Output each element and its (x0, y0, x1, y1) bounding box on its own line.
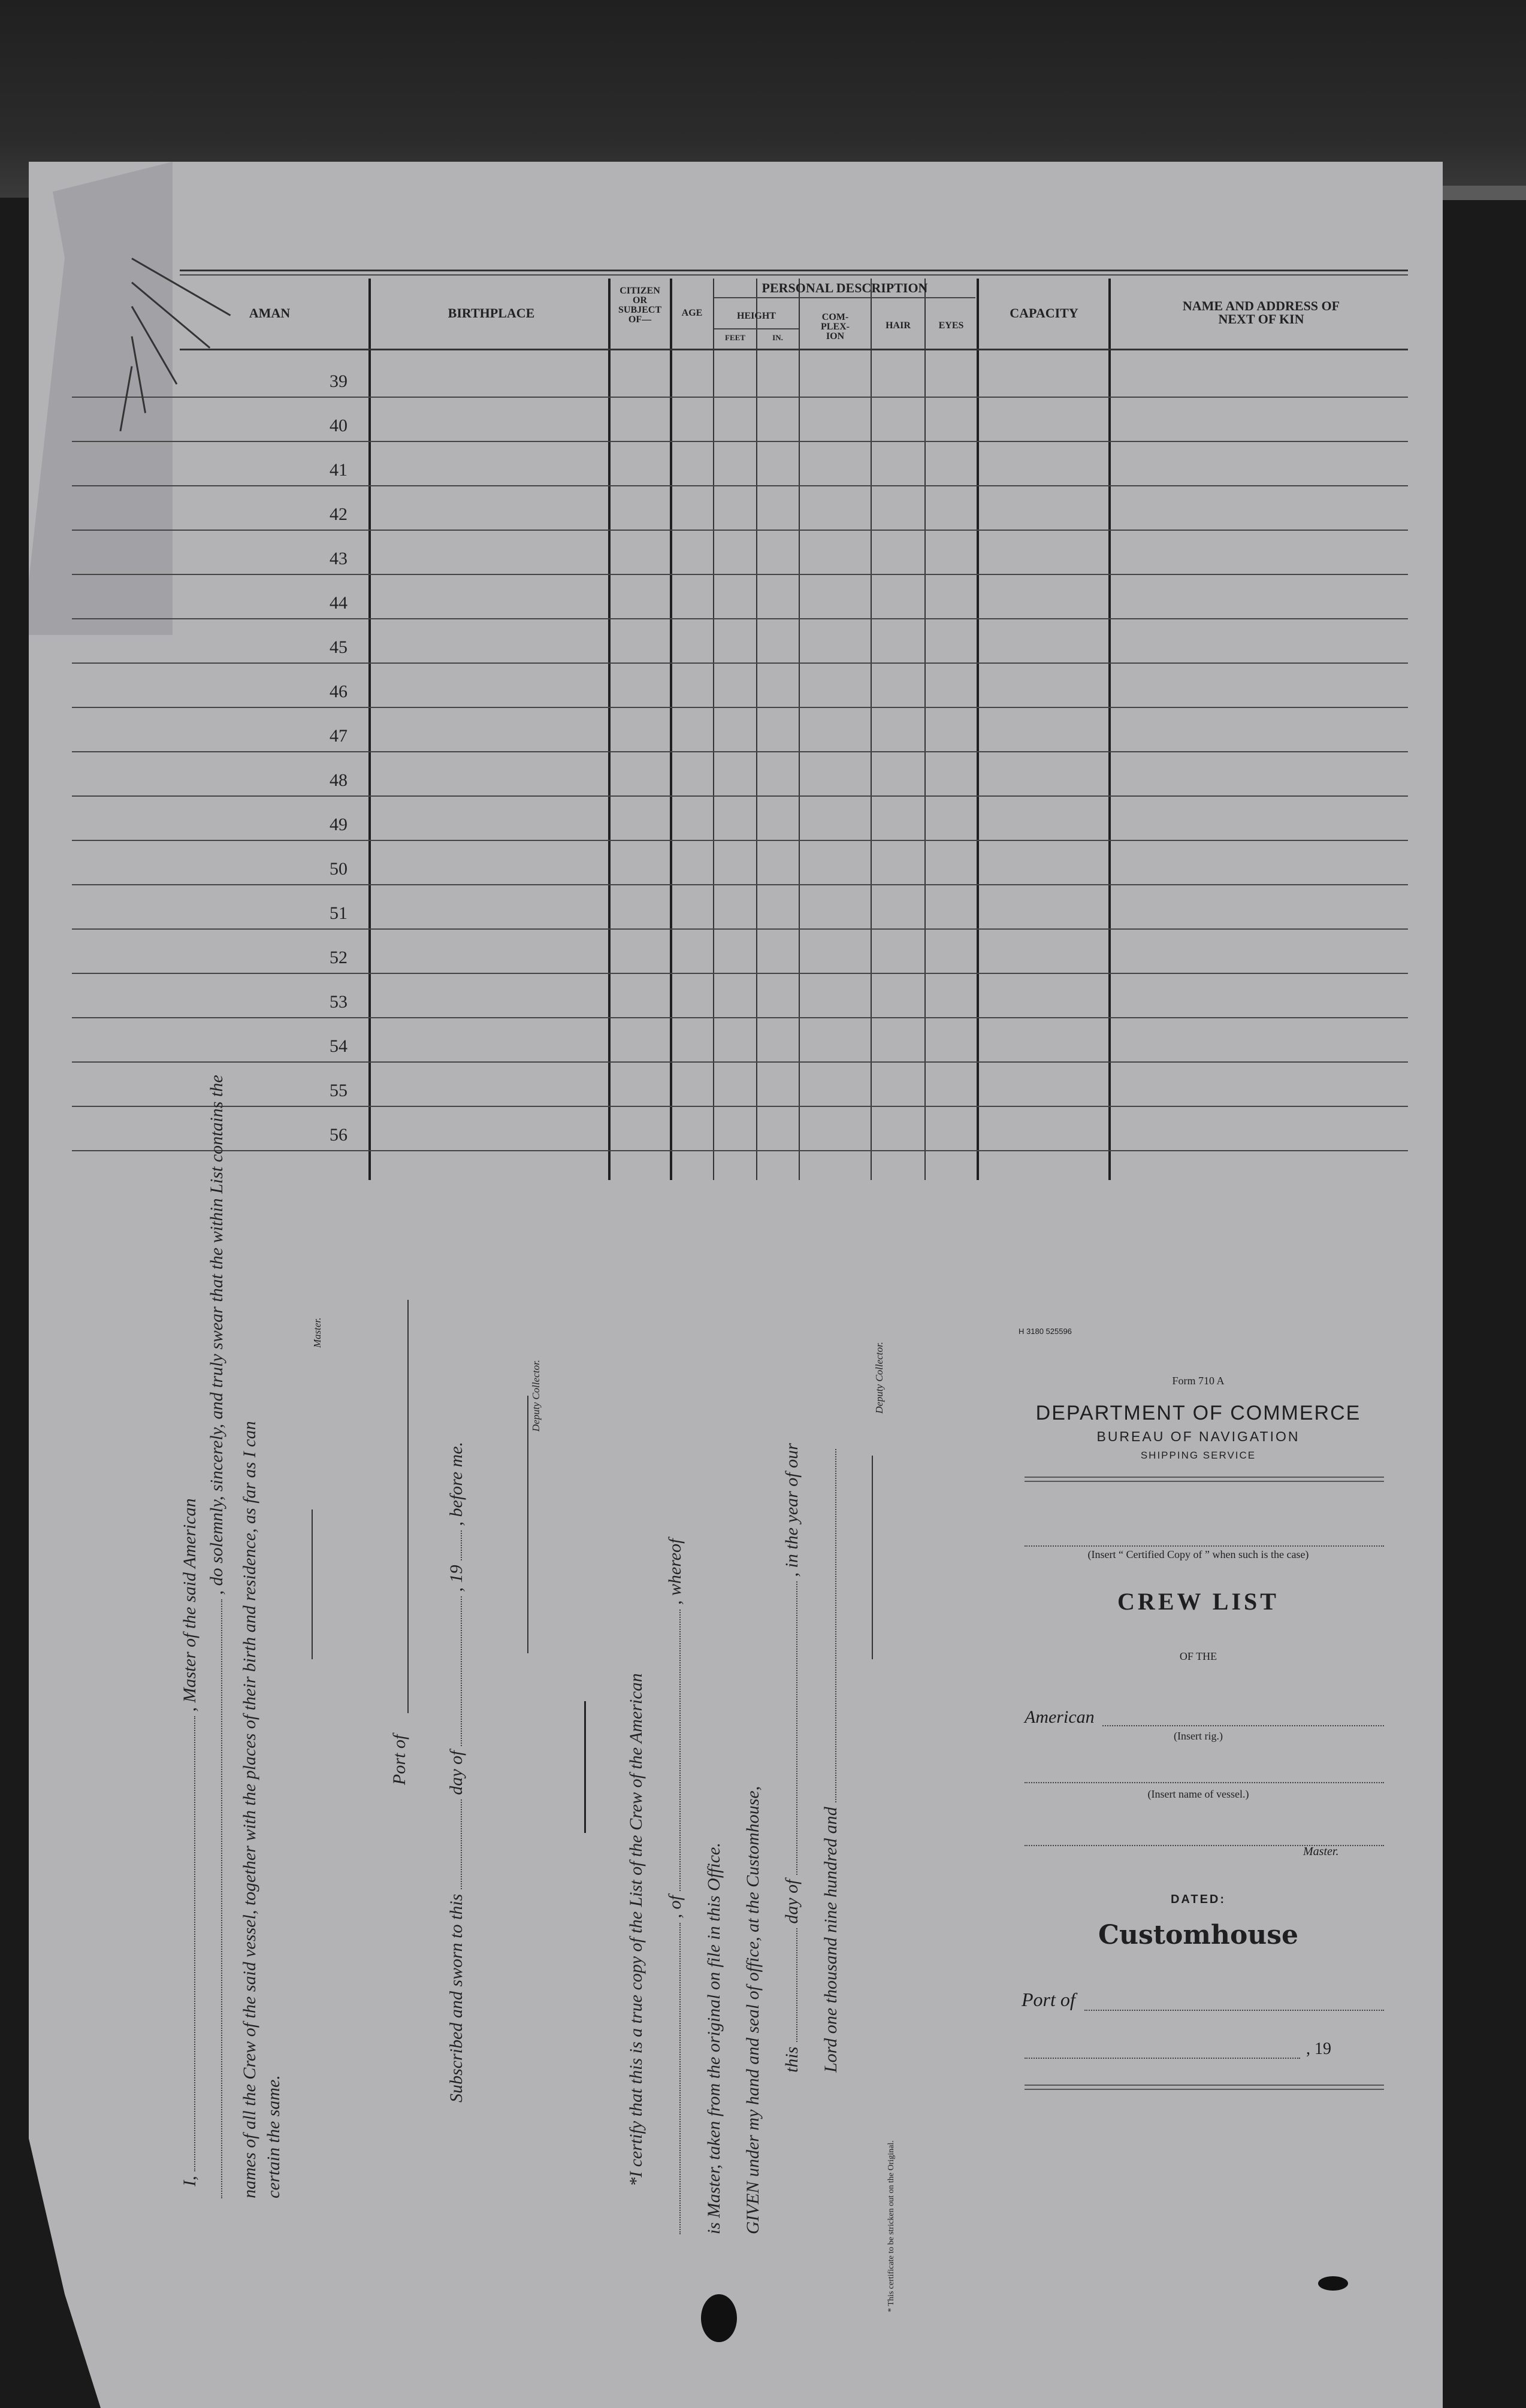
table-row-rule (72, 884, 1408, 885)
deputy-label: Deputy Collector. (530, 1360, 542, 1432)
cover-date-field[interactable] (1025, 2058, 1300, 2059)
table-top-border-inner (180, 274, 1408, 276)
cover-port-field[interactable] (1084, 2010, 1384, 2011)
port-line (407, 1300, 409, 1713)
row-number: 50 (330, 859, 347, 879)
form-number: Form 710 A (1172, 1375, 1225, 1387)
header-capacity: CAPACITY (1010, 305, 1078, 320)
table-row-rule (72, 751, 1408, 752)
rig-field[interactable] (1102, 1725, 1384, 1726)
col-age-right (713, 279, 714, 1180)
master-name-field[interactable] (194, 1716, 195, 2171)
table-row-rule (72, 973, 1408, 974)
table-row-rule (72, 928, 1408, 930)
table-row-rule (72, 530, 1408, 531)
header-complexion-line: PLEX- (821, 322, 850, 332)
cert-line-5 (782, 1443, 802, 2073)
vessel-name-field[interactable] (221, 1599, 222, 2198)
header-citizen-line: SUBJECT (618, 305, 662, 315)
fold-crease-line (131, 282, 210, 349)
dated-label: DATED: (1170, 1893, 1226, 1906)
header-personal-description: PERSONAL DESCRIPTION (762, 280, 928, 295)
ink-stain (701, 2294, 737, 2342)
rig-note: (Insert rig.) (1174, 1730, 1223, 1742)
cert-this-text: this (782, 2046, 802, 2073)
cert-day-of-text: day of (782, 1879, 802, 1924)
header-birthplace: BIRTHPLACE (448, 305, 535, 320)
header-inches: IN. (772, 333, 783, 342)
oath-line-1 (180, 1498, 200, 2186)
subscribed-text: Subscribed and sworn to this (446, 1893, 466, 2103)
header-age: AGE (681, 308, 703, 318)
table-row-rule (72, 397, 1408, 398)
table-row-rule (72, 662, 1408, 664)
vessel-name-field-cover[interactable] (1025, 1782, 1384, 1783)
table-top-border (180, 270, 1408, 271)
row-number: 42 (330, 504, 347, 524)
header-citizen-line: CITIZEN (620, 286, 660, 296)
header-hair: HAIR (886, 320, 911, 331)
cover-master-label: Master. (1303, 1845, 1339, 1858)
row-number: 44 (330, 593, 347, 613)
col-citizen-right (670, 279, 672, 1180)
crew-list-title: CREW LIST (1117, 1588, 1279, 1615)
double-rule-1 (1025, 1477, 1384, 1482)
row-number: 45 (330, 637, 347, 657)
cert-deputy-line (872, 1456, 873, 1659)
fold-crease-line (131, 258, 231, 316)
department-title: DEPARTMENT OF COMMERCE (1035, 1402, 1361, 1424)
header-eyes: EYES (938, 320, 964, 331)
table-row-rule (72, 1061, 1408, 1063)
oath-i: I, (180, 2176, 200, 2186)
col-complexion-right (871, 279, 872, 1180)
table-row-rule (72, 441, 1408, 442)
fold-crease-line (131, 336, 147, 413)
cert-day-field[interactable] (796, 1928, 797, 2042)
col-birthplace-right (608, 279, 611, 1180)
header-feet: FEET (725, 333, 745, 342)
cert-line-1: *I certify that this is a true copy of the List of the Crew of the American (626, 1673, 646, 2186)
cover-year-label: , 19 (1306, 2040, 1331, 2058)
table-row-rule (72, 1150, 1408, 1151)
cert-line-3: is Master, taken from the original on file in this Office. (704, 1843, 724, 2234)
row-number: 40 (330, 416, 347, 435)
personal-underline (714, 297, 975, 298)
cert-whereof-text: , whereof (665, 1538, 685, 1605)
oath-line-4: certain the same. (264, 2075, 283, 2198)
cert-month-field[interactable] (796, 1581, 797, 1875)
col-eyes-right (977, 279, 979, 1180)
american-label: American (1025, 1707, 1095, 1727)
day-of-text: day of (446, 1750, 466, 1795)
year-text: , 19 (446, 1565, 466, 1592)
certified-copy-note: (Insert “ Certified Copy of ” when such is the case) (1087, 1548, 1309, 1560)
header-complexion-line: COM- (821, 312, 849, 322)
header-next-of-kin-line: NAME AND ADDRESS OF (1182, 298, 1340, 313)
table-row-rule (72, 1017, 1408, 1018)
cert-footnote: * This certificate to be stricken out on the Original. (887, 2140, 896, 2312)
sworn-line (446, 1442, 467, 2103)
cert-lord-text: Lord one thousand nine hundred and (821, 1807, 841, 2073)
fold-crease-line (119, 366, 132, 431)
cert-vessel-field[interactable] (679, 1923, 681, 2234)
cover-port-label: Port of (1022, 1989, 1075, 2010)
cert-year-of-our-text: , in the year of our (782, 1443, 802, 1577)
ink-mark (1318, 2276, 1348, 2291)
oath-line-3: names of all the Crew of the said vessel, together with the places of their birth and residence, as far as I can (240, 1421, 259, 2198)
master-label: Master. (312, 1317, 323, 1348)
master-signature-line (312, 1509, 313, 1659)
header-next-of-kin-line: NEXT OF KIN (1218, 311, 1304, 326)
header-bottom-border (180, 349, 1408, 350)
form-code: H 3180 525596 (1019, 1327, 1072, 1336)
table-row-rule (72, 707, 1408, 708)
col-hair-right (924, 279, 926, 1180)
oath-line-2 (207, 1075, 227, 2198)
crew-table (0, 0, 1526, 1198)
row-number: 43 (330, 549, 347, 568)
table-row-rule (72, 485, 1408, 486)
header-seaman: AMAN (249, 305, 291, 320)
row-number: 41 (330, 460, 347, 480)
row-number: 46 (330, 682, 347, 701)
cert-port-field[interactable] (679, 1610, 681, 1891)
port-label: Port of (389, 1734, 409, 1785)
double-rule-2 (1025, 2085, 1384, 2090)
oath-master-of: , Master of the said American (180, 1498, 200, 1712)
cert-deputy-label: Deputy Collector. (874, 1342, 885, 1414)
table-row-rule (72, 795, 1408, 797)
cert-line-2 (665, 1539, 685, 2234)
sworn-year-field[interactable] (461, 1530, 462, 1560)
col-inches-right (799, 279, 800, 1180)
oath-swear: , do solemnly, sincerely, and truly swear that the within List contains the (207, 1075, 226, 1595)
row-number: 51 (330, 903, 347, 923)
row-number: 39 (330, 371, 347, 391)
cert-line-4: GIVEN under my hand and seal of office, at the Customhouse, (743, 1786, 763, 2234)
sworn-day-field[interactable] (461, 1799, 462, 1889)
table-row-rule (72, 618, 1408, 619)
header-citizen-line: OF— (628, 314, 652, 325)
bureau-title: BUREAU OF NAVIGATION (1096, 1429, 1300, 1444)
header-complexion-line: ION (826, 331, 845, 341)
cert-line-6 (821, 1449, 841, 2073)
table-row-rule (72, 840, 1408, 841)
before-me-text: , before me. (446, 1441, 466, 1526)
row-number: 47 (330, 726, 347, 746)
divider-rule (584, 1701, 586, 1833)
col-feet-right (756, 279, 757, 1180)
vessel-name-note: (Insert name of vessel.) (1147, 1788, 1249, 1800)
of-the-label: OF THE (1179, 1650, 1217, 1662)
row-number: 56 (330, 1125, 347, 1145)
row-number: 52 (330, 948, 347, 967)
row-number: 55 (330, 1081, 347, 1100)
col-capacity-right (1108, 279, 1111, 1180)
row-number: 49 (330, 815, 347, 834)
table-row-rule (72, 574, 1408, 575)
cert-of-text: , of (665, 1895, 685, 1919)
header-citizen-line: OR (633, 295, 647, 305)
row-number: 54 (330, 1036, 347, 1056)
row-number: 53 (330, 992, 347, 1012)
service-title: SHIPPING SERVICE (1140, 1450, 1256, 1461)
header-height: HEIGHT (737, 311, 776, 321)
customhouse-title: Customhouse (1098, 1920, 1299, 1950)
height-underline (714, 328, 799, 329)
cert-year-field[interactable] (835, 1449, 836, 1802)
certified-copy-field[interactable] (1025, 1545, 1384, 1547)
sworn-month-field[interactable] (461, 1596, 462, 1746)
deputy-signature-line (527, 1396, 528, 1653)
col-seaman-right (368, 279, 371, 1180)
table-row-rule (72, 1106, 1408, 1107)
row-number: 48 (330, 770, 347, 790)
